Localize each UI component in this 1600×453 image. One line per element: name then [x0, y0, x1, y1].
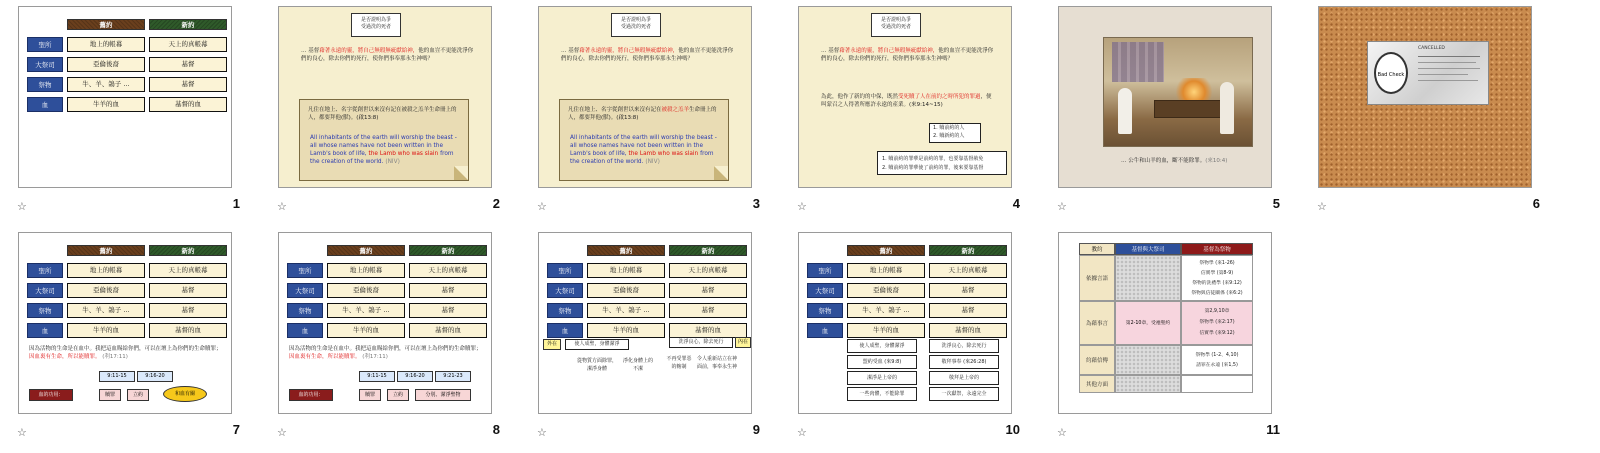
slide-transition-icon[interactable]: ☆ [1317, 200, 1327, 213]
highlight-oval: 和血有關 [163, 386, 207, 402]
compare-box: 洗淨良心，除去死行 [929, 339, 999, 353]
list-box: 1. 贖前約的人 2. 贖新約的人 [929, 123, 981, 143]
purpose-tag: 分別、潔淨聖物 [415, 389, 471, 401]
row-label: 依據言語 [1079, 255, 1115, 301]
compare-box: 一些肉體，不能除罪 [847, 387, 917, 401]
slide-number: 1 [232, 196, 240, 211]
slide-transition-icon[interactable]: ☆ [1057, 200, 1067, 213]
table-cell: 第2,9,10章 祭物學 (來2:17) 信實學 (來9:12) [1181, 301, 1253, 345]
slide-transition-icon[interactable]: ☆ [537, 200, 547, 213]
table-header: 基督與大祭司 [1115, 243, 1181, 255]
row-label: 血 [287, 323, 323, 338]
page-curl-decoration [454, 166, 468, 180]
slide-number: 2 [492, 196, 500, 211]
ref-tag: 9:21-23 [435, 371, 471, 382]
row-label: 祭物 [547, 303, 583, 318]
sub-note: 令人重新站立在神面前，事奉永生神 [696, 356, 737, 370]
new-covenant-header: 新約 [149, 19, 227, 30]
table-cell: 基督的血 [149, 323, 227, 338]
table-cell: 地上的帳幕 [327, 263, 405, 278]
table-cell: 亞倫後裔 [587, 283, 665, 298]
callout-box: 是否證明為爭 受過洗的死者 [611, 13, 661, 37]
table-cell: 亞倫後裔 [847, 283, 925, 298]
slide-transition-icon[interactable]: ☆ [17, 200, 27, 213]
scripture-paragraph: … 基督藉著永遠的靈，將自己無瑕無疵獻給神，他的血豈不更能洗淨你們的良心，除去你們的死行，使你們事奉那永生神嗎？ [821, 48, 994, 62]
row-label: 大祭司 [807, 283, 843, 298]
slide-transition-icon[interactable]: ☆ [797, 200, 807, 213]
scripture-paragraph: … 基督藉著永遠的靈，將自己無瑕無疵獻給神，他的血豈不更能洗淨你們的良心，除去你們的死行，使你們事奉那永生神嗎？ [561, 48, 734, 62]
new-covenant-header: 新約 [929, 245, 1007, 256]
compare-box: 一次獻祭，永遠完全 [929, 387, 999, 401]
row-label: 聖所 [27, 263, 63, 278]
slide-thumbnail-5[interactable] [1040, 0, 1290, 222]
old-covenant-header: 舊約 [327, 245, 405, 256]
table-header: 基督為祭物 [1181, 243, 1253, 255]
table-cell: 基督 [149, 283, 227, 298]
table-cell: 牛、羊、鴿子 … [67, 77, 145, 92]
table-cell: 地上的帳幕 [67, 263, 145, 278]
ref-tag: 9:11-15 [99, 371, 135, 382]
row-label: 血 [27, 97, 63, 112]
table-cell: 第2-10章，受祂聖約 [1115, 301, 1181, 345]
compare-box: 敬拜事奉 (來26:28) [929, 355, 999, 369]
sub-note: 從物質方面除罪，潔淨身體 [577, 358, 618, 372]
table-cell: 基督 [149, 77, 227, 92]
slide-thumbnail-3[interactable] [520, 0, 770, 222]
table-header: 教約 [1079, 243, 1115, 255]
row-label: 約藉信傳 [1079, 345, 1115, 375]
scripture-paragraph: 因為活物的生命是在血中。我把這血賜給你們，可以在壇上為你們的生命贖罪；因血裏有生命，所以能贖罪。 (利17:11) [29, 346, 222, 360]
table-cell: 地上的帳幕 [847, 263, 925, 278]
purpose-tag: 立約 [127, 389, 149, 401]
table-cell: 天上的真帳幕 [149, 263, 227, 278]
table-cell: 牛、羊、鴿子 … [67, 303, 145, 318]
slide-10-canvas[interactable] [798, 232, 1012, 414]
scripture-paragraph: 因為活物的生命是在血中。我把這血賜給你們，可以在壇上為你們的生命贖罪；因血裏有生命，所以能贖罪。 (利17:11) [289, 346, 482, 360]
compare-box: 潔淨是上帝的 [847, 371, 917, 385]
slide-number: 9 [752, 422, 760, 437]
tag-internal: 內在 [735, 337, 751, 348]
caption: … 公牛和山羊的血，斷不能除罪。(來10:4) [1121, 158, 1228, 164]
slide-number: 11 [1266, 422, 1280, 437]
quote-english: All inhabitants of the earth will worship the beast - all whose names have not been written in the Lamb's book of life, the Lamb who was slain from the creation of the world. (NIV) [570, 135, 717, 165]
table-cell: 基督 [669, 283, 747, 298]
slide-transition-icon[interactable]: ☆ [797, 426, 807, 439]
table-cell: 牛羊的血 [847, 323, 925, 338]
row-label: 血 [547, 323, 583, 338]
table-cell: 基督 [409, 283, 487, 298]
page-curl-decoration [714, 166, 728, 180]
callout-box: 是否證明為爭 受過洗的死者 [871, 13, 921, 37]
table-cell: 基督 [409, 303, 487, 318]
quote-chinese: 凡住在地上、名字從創世以來沒有記在被殺之羔羊生命冊上的人，都要拜他(獸)。(啟13:8) [568, 107, 717, 121]
priest-sacrifice-painting [1103, 37, 1253, 147]
row-label: 聖所 [287, 263, 323, 278]
ref-tag: 9:16-20 [137, 371, 173, 382]
row-label: 祭物 [287, 303, 323, 318]
new-covenant-header: 新約 [669, 245, 747, 256]
slide-transition-icon[interactable]: ☆ [277, 426, 287, 439]
table-cell: 牛羊的血 [67, 323, 145, 338]
slide-transition-icon[interactable]: ☆ [1057, 426, 1067, 439]
table-cell: 基督的血 [409, 323, 487, 338]
slide-9-canvas[interactable] [538, 232, 752, 414]
row-label: 大祭司 [27, 283, 63, 298]
notes-box: 1. 贖前約的罪孽是前約的罪，也要靠基督赦免 2. 贖前約的罪孽使了前約的罪，後來要靠基督 [877, 151, 1007, 175]
row-label: 聖所 [807, 263, 843, 278]
callout-box: 是否證明為爭 受過洗的死者 [351, 13, 401, 37]
table-cell: 基督 [669, 303, 747, 318]
purpose-tag: 贖罪 [359, 389, 381, 401]
table-cell: 基督的血 [669, 323, 747, 338]
quote-english: All inhabitants of the earth will worship the beast - all whose names have not been written in the Lamb's book of life, the Lamb who was slain from the creation of the world. (NIV) [310, 135, 457, 165]
table-cell: 牛、羊、鴿子 … [847, 303, 925, 318]
purpose-tag: 贖罪 [99, 389, 121, 401]
slide-thumbnail-4[interactable] [780, 0, 1030, 222]
slide-thumbnail-11[interactable] [1040, 226, 1290, 448]
slide-transition-icon[interactable]: ☆ [537, 426, 547, 439]
ref-tag: 9:11-15 [359, 371, 395, 382]
empty-cell [1115, 345, 1181, 375]
table-cell: 亞倫後裔 [67, 57, 145, 72]
row-label: 血 [27, 323, 63, 338]
table-cell: 基督 [929, 303, 1007, 318]
row-label: 聖所 [27, 37, 63, 52]
slide-thumbnail-1[interactable] [0, 0, 250, 222]
empty-cell [1115, 375, 1181, 393]
row-label: 祭物 [27, 303, 63, 318]
table-cell: 地上的帳幕 [587, 263, 665, 278]
sub-note: 不再受罪惡的轄制 [666, 356, 692, 370]
scripture-paragraph: … 基督藉著永遠的靈，將自己無瑕無疵獻給神，他的血豈不更能洗淨你們的良心，除去你們的死行，使你們事奉那永生神嗎？ [301, 48, 474, 62]
old-covenant-header: 舊約 [67, 19, 145, 30]
slide-number: 8 [492, 422, 500, 437]
table-cell: 基督的血 [929, 323, 1007, 338]
ref-tag: 9:16-20 [397, 371, 433, 382]
table-cell: 基督 [149, 303, 227, 318]
row-label: 其他方面 [1079, 375, 1115, 393]
row-label: 血 [807, 323, 843, 338]
slide-5-canvas[interactable] [1058, 6, 1272, 188]
scripture-paragraph-2: 為此，他作了新約的中保，既然受死贖了人在前約之時所犯的罪過，便叫蒙召之人得著所應許永遠的產業。(來9:14~15) [821, 94, 992, 108]
row-label: 為藉事言 [1079, 301, 1115, 345]
slide-number: 7 [232, 422, 240, 437]
effect-box: 洗淨良心，除去死行 [669, 337, 733, 348]
slide-number: 3 [752, 196, 760, 211]
slide-6-canvas[interactable] [1318, 6, 1532, 188]
slide-thumbnail-8[interactable] [260, 226, 510, 448]
empty-cell [1181, 375, 1253, 393]
row-label: 大祭司 [27, 57, 63, 72]
table-cell: 天上的真帳幕 [149, 37, 227, 52]
slide-2-canvas[interactable] [278, 6, 492, 188]
table-cell: 基督 [929, 283, 1007, 298]
old-covenant-header: 舊約 [587, 245, 665, 256]
slide-transition-icon[interactable]: ☆ [277, 200, 287, 213]
quote-scroll [559, 99, 729, 181]
bad-check-stamp: Bad Check [1374, 52, 1408, 94]
purpose-tag: 立約 [387, 389, 409, 401]
table-cell: 亞倫後裔 [67, 283, 145, 298]
cancelled-check-card [1367, 41, 1489, 105]
card-title: CANCELLED [1418, 46, 1445, 51]
table-cell: 基督的血 [149, 97, 227, 112]
table-cell: 天上的真帳幕 [929, 263, 1007, 278]
slide-number: 5 [1272, 196, 1280, 211]
table-cell: 牛、羊、鴿子 … [587, 303, 665, 318]
purpose-label: 血的功用： [289, 389, 333, 401]
table-cell: 牛羊的血 [587, 323, 665, 338]
slide-1-canvas[interactable] [18, 6, 232, 188]
slide-thumbnail-7[interactable] [0, 226, 250, 448]
compare-box: 敬拜是上帝的 [929, 371, 999, 385]
row-label: 大祭司 [547, 283, 583, 298]
slide-8-canvas[interactable] [278, 232, 492, 414]
table-cell: 天上的真帳幕 [409, 263, 487, 278]
table-cell: 牛羊的血 [67, 97, 145, 112]
table-cell: 牛、羊、鴿子 … [327, 303, 405, 318]
compare-box: 使人成聖，身體潔淨 [847, 339, 917, 353]
quote-scroll [299, 99, 469, 181]
slide-thumbnail-2[interactable] [260, 0, 510, 222]
table-cell: 亞倫後裔 [327, 283, 405, 298]
compare-box: 盟約受血 (來9:8) [847, 355, 917, 369]
slide-7-canvas[interactable] [18, 232, 232, 414]
slide-number: 10 [1005, 422, 1020, 437]
slide-thumbnail-9[interactable] [520, 226, 770, 448]
old-covenant-header: 舊約 [67, 245, 145, 256]
table-cell: 祭物學 (來1-26) 信實學 (第8-9) 祭物的洗禮學 (来9:12) 祭物與信徒關係 (來6:2) [1181, 255, 1253, 301]
purpose-label: 血的功用： [29, 389, 73, 401]
slide-thumbnail-10[interactable] [780, 226, 1030, 448]
row-label: 聖所 [547, 263, 583, 278]
row-label: 祭物 [27, 77, 63, 92]
table-cell: 祭物學 (1-2、4,10) 請罪在永遠 (來1,5) [1181, 345, 1253, 375]
slide-thumbnail-6[interactable] [1300, 0, 1550, 222]
empty-cell [1115, 255, 1181, 301]
effect-box: 使人成聖，身體潔淨 [565, 339, 629, 350]
slide-4-canvas[interactable] [798, 6, 1012, 188]
slide-transition-icon[interactable]: ☆ [17, 426, 27, 439]
table-cell: 基督 [149, 57, 227, 72]
row-label: 大祭司 [287, 283, 323, 298]
slide-3-canvas[interactable] [538, 6, 752, 188]
slide-number: 6 [1532, 196, 1540, 211]
table-cell: 天上的真帳幕 [669, 263, 747, 278]
new-covenant-header: 新約 [409, 245, 487, 256]
slide-number: 4 [1012, 196, 1020, 211]
sub-note: 淨化身體上的不潔 [622, 358, 653, 372]
slide-11-canvas[interactable] [1058, 232, 1272, 414]
table-cell: 牛羊的血 [327, 323, 405, 338]
tag-external: 外在 [543, 339, 561, 350]
new-covenant-header: 新約 [149, 245, 227, 256]
table-cell: 地上的帳幕 [67, 37, 145, 52]
old-covenant-header: 舊約 [847, 245, 925, 256]
row-label: 祭物 [807, 303, 843, 318]
quote-chinese: 凡住在地上、名字從創世以來沒有記在被殺之羔羊生命冊上的人，都要拜他(獸)。(啟13:8) [308, 107, 457, 121]
